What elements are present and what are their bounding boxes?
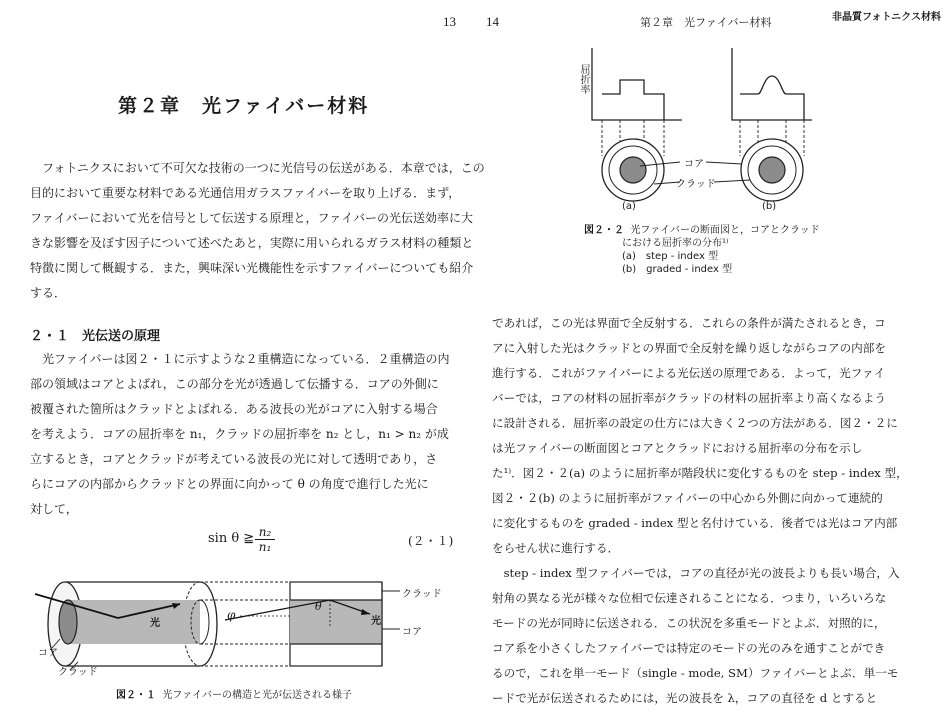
- intro-line: きな影響を及ぼす因子について述べたあと，実際に用いられるガラス材料の種類と: [30, 236, 474, 250]
- equation-denominator: n₁: [258, 540, 272, 554]
- body-line: アに入射した光はクラッドとの界面で全反射を繰り返しながらコアの内部を: [492, 341, 886, 355]
- equation-fraction: [255, 525, 275, 554]
- clad-label: クラッド: [676, 179, 716, 190]
- phi-label: φ: [227, 608, 236, 622]
- section-title: ２・１ 光伝送の原理: [30, 329, 161, 344]
- clad-label-right: クラッド: [402, 589, 442, 600]
- light-label-left: 光: [150, 618, 160, 629]
- caption-line: (b) graded - index 型: [622, 264, 733, 275]
- clad-label-left: クラッド: [58, 667, 98, 678]
- caption-text: 光ファイバーの構造と光が伝送される様子: [162, 690, 352, 701]
- document-label: 非晶質フォトニクス材料: [832, 12, 941, 23]
- body-line: に設計される．屈折率の設定の仕方には大きく２つの方法がある．図２・２に: [492, 416, 898, 430]
- figure-2-2-caption: [584, 224, 820, 276]
- body-line: に変化するものを graded - index 型と名付けている．後者では光はコア内部: [492, 516, 898, 530]
- body-line: らにコアの内部からクラッドとの界面に向かって θ の角度で進行した光に: [30, 477, 429, 491]
- caption-line: における屈折率の分布¹⁾: [622, 238, 729, 249]
- body-line: 光ファイバーは図２・１に示すような２重構造になっている．２重構造の内: [42, 352, 450, 366]
- body-line: 対して，: [30, 502, 78, 516]
- body-line: 立するとき，コアとクラッドが考えている波長の光に対して透明であり，さ: [30, 452, 438, 466]
- intro-line: フォトニクスにおいて不可欠な技術の一つに光信号の伝送がある．本章では，この: [42, 161, 485, 175]
- body-line: 被覆された箇所はクラッドとよばれる．ある波長の光がコアに入射する場合: [30, 402, 438, 416]
- core-label-left: コア: [38, 648, 58, 659]
- refractive-index-figure: [582, 38, 822, 220]
- body-line: を考えよう．コアの屈折率を n₁，クラッドの屈折率を n₂ とし，n₁ > n₂ が成: [30, 427, 449, 441]
- intro-line: 特徴に関して概観する．また，興味深い光機能性を示すファイバーについても紹介: [30, 261, 474, 275]
- caption-line: (a) step - index 型: [622, 251, 719, 262]
- intro-line: ファイバーにおいて光を信号として伝送する原理と，ファイバーの光伝送効率に大: [30, 211, 474, 225]
- theta-label: θ: [315, 600, 322, 613]
- body-line: step - index 型ファイバーでは，コアの直径が光の波長よりも長い場合，入: [492, 566, 900, 580]
- intro-line: する．: [30, 286, 67, 300]
- body-line: 部の領域はコアとよばれ，この部分を光が透過して伝播する．コアの外側に: [30, 377, 439, 391]
- right-page: [472, 0, 945, 720]
- body-line: モードの光が同時に伝送される．この状況を多重モードとよぶ．対照的に，: [492, 616, 886, 630]
- body-line: であれば，この光は界面で全反射する．これらの条件が満たされるとき，コ: [492, 316, 886, 330]
- equation-number: (２・１): [408, 534, 454, 548]
- left-page-number: 13: [443, 14, 456, 29]
- body-line: た¹⁾．図２・２(a) のように屈折率が階段状に変化するものを step - index 型，: [492, 466, 908, 480]
- body-line: バーでは，コアの材料の屈折率がクラッドの材料の屈折率より高くなるよう: [492, 391, 886, 405]
- right-page-number: 14: [486, 14, 499, 29]
- chapter-title: 第２章 光ファイバー材料: [118, 95, 370, 117]
- core-label-right: コア: [402, 627, 422, 638]
- label-a: (a): [622, 201, 636, 212]
- body-line: ードで光が伝送されるためには，光の波長を λ，コアの直径を d とすると: [492, 691, 878, 705]
- body-paragraph-right: [492, 311, 908, 711]
- body-line: るので，これを単一モード（single - mode, SM）ファイバーとよぶ．単一モ: [492, 666, 899, 680]
- figure-2-1-caption: [116, 686, 352, 701]
- light-label-right: 光: [371, 616, 381, 627]
- intro-paragraph: [30, 156, 485, 306]
- intro-line: 目的において重要な材料である光通信用ガラスファイバーを取り上げる．まず，: [30, 186, 461, 200]
- equation-lhs: sin θ ≧: [208, 531, 255, 546]
- body-line: 図２・２(b) のように屈折率がファイバーの中心から外側に向かって連続的: [492, 491, 883, 505]
- body-line: コア系を小さくしたファイバーでは特定のモードの光のみを通すことができ: [492, 641, 886, 655]
- y-axis-label: 屈折率: [578, 64, 589, 94]
- caption-line: 光ファイバーの断面図と，コアとクラッド: [630, 225, 820, 236]
- running-head: 第２章 光ファイバー材料: [640, 16, 772, 29]
- body-line: は光ファイバーの断面図とコアとクラッドにおける屈折率の分布を示し: [492, 441, 863, 455]
- caption-number: 図２・１: [116, 690, 156, 701]
- label-b: (b): [762, 201, 777, 212]
- equation: [208, 531, 254, 546]
- body-paragraph-left: [30, 347, 450, 522]
- equation-numerator: n₂: [255, 525, 275, 540]
- body-line: 進行する．これがファイバーによる光伝送の原理である．よって，光ファイ: [492, 366, 886, 380]
- caption-number: 図２・２: [584, 225, 624, 236]
- core-label: コア: [684, 159, 704, 170]
- body-line: をらせん状に進行する．: [492, 541, 620, 555]
- body-line: 射角の異なる光が様々な位相で伝達されることになる．つまり，いろいろな: [492, 591, 887, 605]
